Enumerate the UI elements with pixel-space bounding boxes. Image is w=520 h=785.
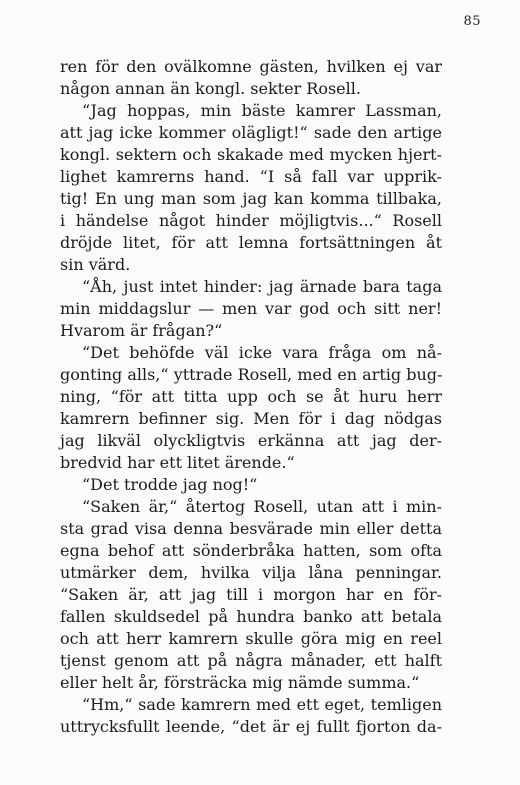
text-line: tig! En ung man som jag kan komma tillbaka, xyxy=(60,189,442,208)
text-line: fallen skuldsedel på hundra banko att betala xyxy=(60,607,442,626)
text-line: “Saken är,“ återtog Rosell, utan att i min- xyxy=(82,497,442,516)
text-line: “Hm,“ sade kamrern med ett eget, temligen xyxy=(82,695,442,714)
text-line: uttrycksfullt leende, “det är ej fullt fjorton da- xyxy=(60,717,442,736)
text-line: bredvid har ett litet ärende.“ xyxy=(60,453,295,472)
text-line: “Saken är, att jag till i morgon har en för- xyxy=(60,585,442,604)
text-line: egna behof att sönderbråka hatten, som ofta xyxy=(60,541,442,560)
text-line: “Det trodde jag nog!“ xyxy=(82,475,258,494)
text-line: min middagslur — men var god och sitt ner! xyxy=(60,299,442,318)
text-line: i händelse något hinder möjligtvis...“ Rosell xyxy=(60,211,442,230)
text-line: jag likväl olyckligtvis erkänna att jag der- xyxy=(60,431,442,450)
text-line: “Jag hoppas, min bäste kamrer Lassman, xyxy=(82,101,442,120)
text-line: eller helt år, försträcka mig nämde summa.“ xyxy=(60,673,420,692)
text-line: dröjde litet, för att lemna fortsättningen åt xyxy=(60,233,442,252)
text-line: ning, “för att titta upp och se åt huru herr xyxy=(60,387,442,406)
page-number: 85 xyxy=(463,14,481,29)
text-line: ren för den ovälkomne gästen, hvilken ej var xyxy=(60,57,442,76)
body-text xyxy=(60,56,442,738)
text-line: Hvarom är frågan?“ xyxy=(60,321,223,340)
text-line: någon annan än kongl. sekter Rosell. xyxy=(60,79,361,98)
text-line: och att herr kamrern skulle göra mig en reel xyxy=(60,629,442,648)
text-line: utmärker dem, hvilka vilja låna penningar. xyxy=(60,563,442,582)
text-line: “Åh, just intet hinder: jag ärnade bara taga xyxy=(82,277,442,296)
text-line: sin värd. xyxy=(60,255,131,274)
text-line: kamrern befinner sig. Men för i dag nödgas xyxy=(60,409,442,428)
text-line: “Det behöfde väl icke vara fråga om nå- xyxy=(82,343,442,362)
text-line: att jag icke kommer olägligt!“ sade den artige xyxy=(60,123,442,142)
text-line: sta grad visa denna besvärade min eller detta xyxy=(60,519,442,538)
text-line: lighet kamrerns hand. “I så fall var upprik- xyxy=(60,167,442,186)
text-line: tjenst genom att på några månader, ett halft xyxy=(60,651,442,670)
text-line: gonting alls,“ yttrade Rosell, med en artig bug- xyxy=(60,365,443,384)
text-line: kongl. sektern och skakade med mycken hjert- xyxy=(60,145,442,164)
